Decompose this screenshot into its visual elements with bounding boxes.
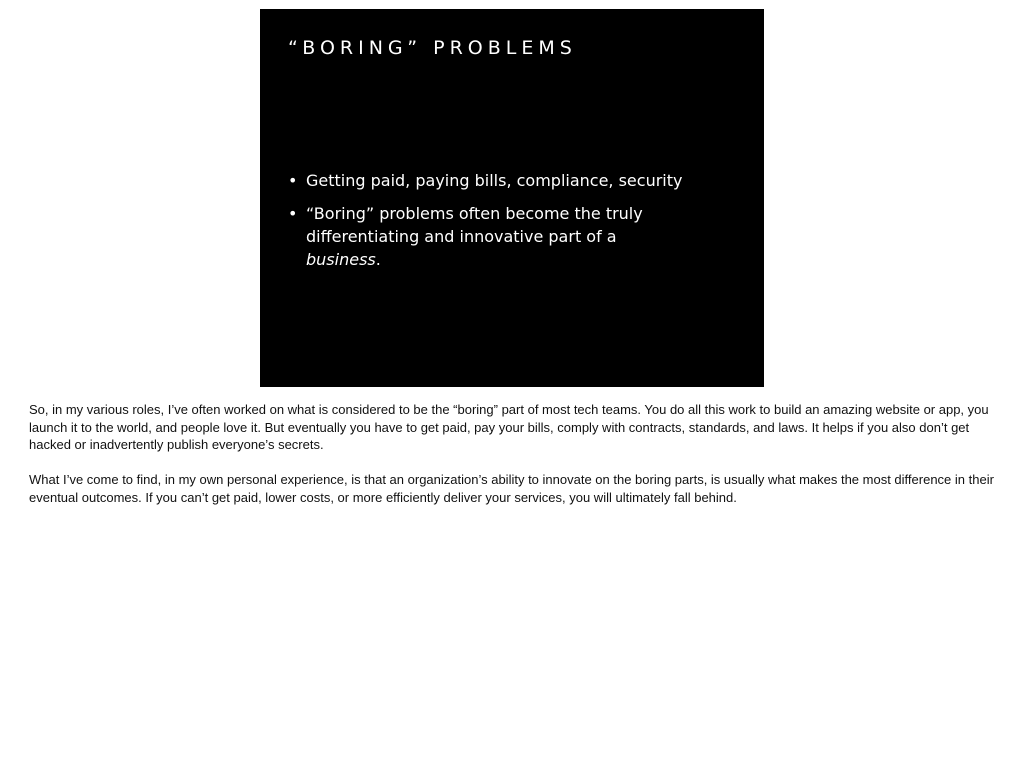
bullet-text: Getting paid, paying bills, compliance, security <box>306 171 683 190</box>
notes-paragraph: So, in my various roles, I’ve often worked on what is considered to be the “boring” part of most tech teams. You do all this work to build an amazing website or app, you launch it to the world, and people love it. But eventually you have to get paid, pay your bills, comply with contracts, standards, and laws. It helps if you also don’t get hacked or inadvertently publish everyone’s secrets. <box>29 402 989 452</box>
speaker-notes <box>29 401 995 524</box>
bullet-text: “Boring” problems often become the truly differentiating and innovative part of a <box>306 204 643 246</box>
bullet-text-italic: business <box>306 250 376 269</box>
bullet-dot: • <box>288 204 298 223</box>
notes-paragraph: What I’ve come to find, in my own personal experience, is that an organization’s ability to innovate on the boring parts, is usually what makes the most difference in their eventual outcomes. If you can’t get paid, lower costs, or more efficiently deliver your services, you will ultimately fall behind. <box>29 472 994 505</box>
slide <box>260 9 764 387</box>
slide-title: “BORING” PROBLEMS <box>288 37 577 59</box>
bullet-text-end: . <box>375 250 381 269</box>
bullet-item <box>288 169 688 192</box>
bullet-list <box>288 169 688 281</box>
bullet-item <box>288 202 688 271</box>
bullet-dot: • <box>288 171 298 190</box>
